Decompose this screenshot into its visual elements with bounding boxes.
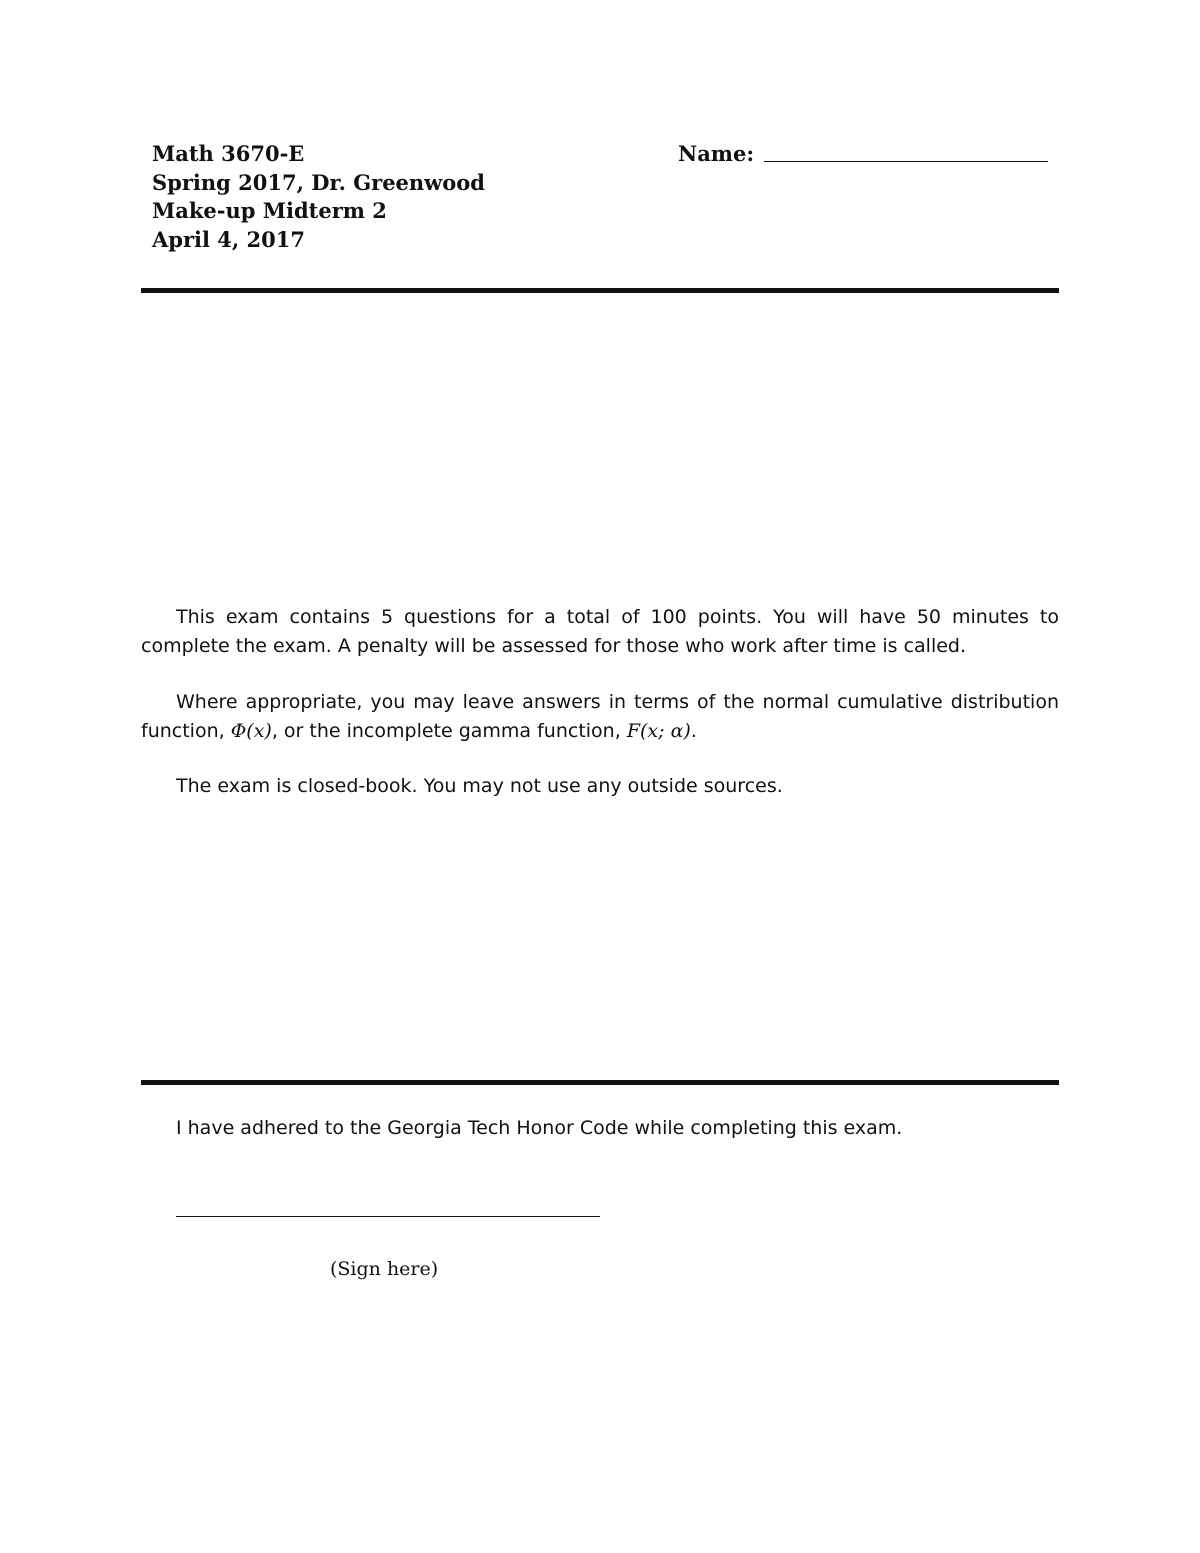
exam-date: April 4, 2017 xyxy=(152,226,305,252)
instructions-paragraph-3 xyxy=(141,772,1059,801)
name-label: Name: xyxy=(678,141,755,166)
instructions-text-3: The exam is closed-book. You may not use any outside sources. xyxy=(176,775,783,797)
top-divider xyxy=(141,288,1059,293)
honor-code-statement: I have adhered to the Georgia Tech Honor Code while completing this exam. xyxy=(176,1117,903,1139)
term-instructor: Spring 2017, Dr. Greenwood xyxy=(152,169,485,195)
course-title: Math 3670-E xyxy=(152,141,305,166)
exam-title: Make-up Midterm 2 xyxy=(152,198,387,223)
instructions-text-2a: Where appropriate, you may leave answers in terms of the normal cumulative distribution function, xyxy=(141,691,1059,742)
signature-label: (Sign here) xyxy=(330,1258,439,1280)
name-field xyxy=(678,140,1048,168)
instructions-paragraph-1 xyxy=(141,603,1059,660)
instructions-paragraph-2 xyxy=(141,688,1059,745)
exam-header xyxy=(152,140,485,254)
instructions-text-2b: , or the incomplete gamma function, xyxy=(271,719,627,742)
instructions-text-1: This exam contains 5 questions for a total of 100 points. You will have 50 minutes to complete the exam. A penalty will be assessed for those who work after time is called. xyxy=(141,606,1059,657)
phi-function: Φ(x) xyxy=(230,719,272,742)
signature-line[interactable] xyxy=(176,1216,600,1217)
bottom-divider xyxy=(141,1080,1059,1085)
gamma-function: F(x; α) xyxy=(626,719,691,742)
name-blank-line[interactable] xyxy=(764,161,1048,162)
instructions-text-2c: . xyxy=(690,719,697,742)
